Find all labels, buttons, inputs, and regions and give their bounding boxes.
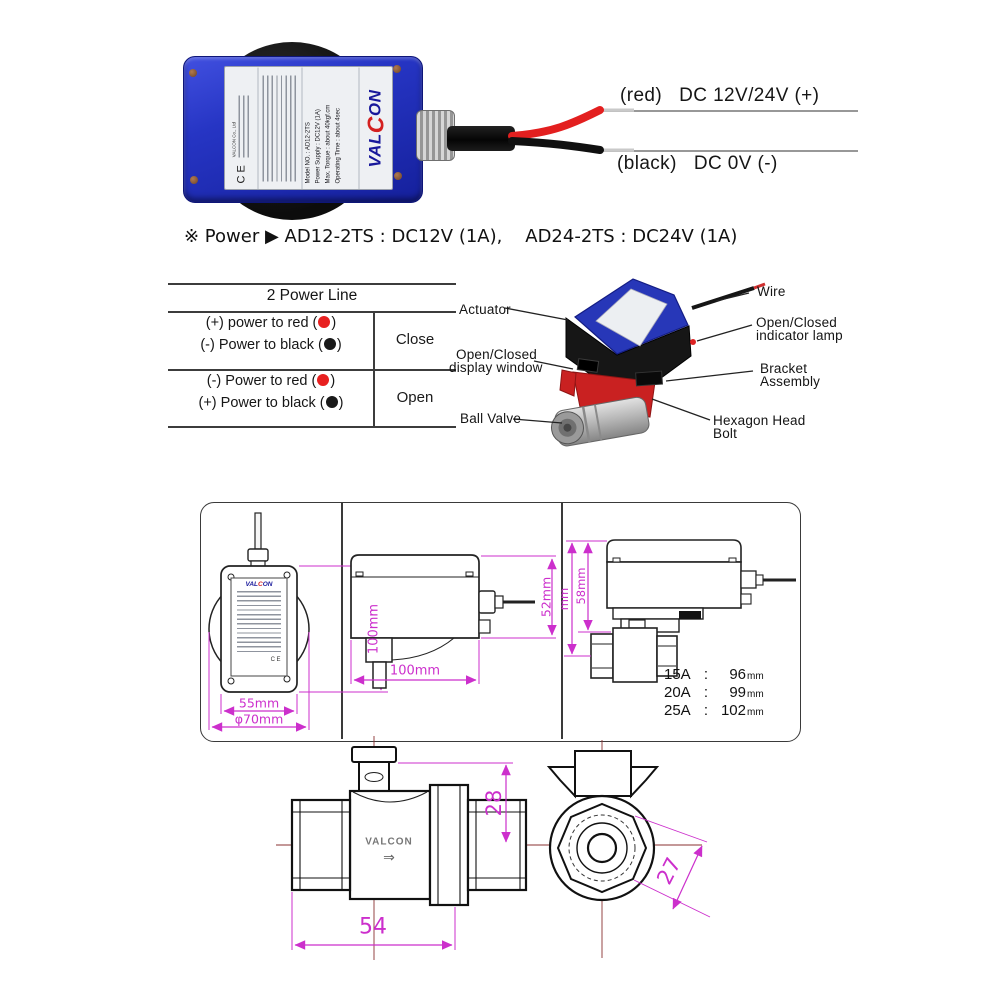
bracket-wing-art [560, 370, 576, 396]
red-wire-dot-icon [318, 316, 330, 328]
table-cell-close-line2: (-) Power to black ( ) [200, 337, 342, 353]
valcon-logo: VAL C ON [362, 89, 389, 168]
state-open: Open [396, 389, 434, 406]
callout-bracket-1: Bracket [760, 361, 808, 376]
black-wire-dot-icon [324, 338, 336, 350]
power-table-title: 2 Power Line [266, 287, 358, 304]
label-spec-torque: Max. Torque : about 40kgf.cm [325, 104, 332, 184]
dim-front-diameter: φ70mm [234, 711, 284, 727]
dim-valve-height-28: 28 [482, 789, 506, 817]
size-row-15a: 15A : 96 mm [664, 666, 764, 683]
power-note: ※ Power ▶ AD12-2TS : DC12V (1A), AD24-2TS : DC24V (1A) [184, 226, 738, 247]
valve-end-drawing [528, 740, 710, 958]
callout-bolt-1: Hexagon Head [713, 413, 806, 428]
dim-assembly-height: 58mm [574, 567, 588, 605]
table-cell-open-line1: (-) Power to red ( ) [206, 373, 336, 389]
black-wire [512, 141, 600, 150]
label-spec-power: Power Supply : DC12V (1A) [315, 109, 322, 184]
assembly-view-drawing [564, 540, 796, 682]
callout-ball-valve: Ball Valve [460, 411, 522, 426]
dim-valve-length-54: 54 [359, 914, 387, 940]
label-spec-model: Model NO. : AD12-2TS [305, 122, 312, 184]
mini-valcon-logo: VALCON [245, 581, 273, 588]
table-cell-open-line2: (+) Power to black ( ) [198, 395, 344, 411]
dim-front-height: 100mm [366, 603, 382, 655]
table-cell-close-line1: (+) power to red ( ) [205, 315, 337, 331]
dim-front-width: 55mm [238, 695, 280, 711]
size-row-25a: 25A : 102 mm [664, 702, 764, 719]
dim-valve-across-27: 27 [652, 853, 686, 889]
state-close: Close [395, 331, 435, 348]
red-wire [512, 110, 600, 136]
red-wire-dot-icon [317, 374, 329, 386]
label-company: VALCON Co., Ltd [231, 122, 236, 158]
hatch-art [679, 611, 701, 619]
dim-assembly-total: mm [557, 587, 571, 611]
callout-display-window-2: display window [449, 360, 543, 375]
black-wire-dot-icon [326, 396, 338, 408]
flow-direction-arrow-icon: ⇒ [383, 850, 395, 866]
size-row-20a: 20A : 99 mm [664, 684, 764, 701]
callout-actuator: Actuator [459, 302, 511, 317]
valve-engraved-brand: VALCON [365, 836, 413, 848]
wiring-art [512, 110, 858, 151]
black-wire-label: (black) DC 0V (-) [617, 153, 778, 174]
size-table [664, 666, 764, 720]
red-wire-label: (red) DC 12V/24V (+) [620, 85, 820, 106]
callout-wire: Wire [757, 284, 786, 299]
mini-label-text-lines [237, 591, 281, 653]
ce-mark: CE [235, 162, 247, 184]
ball-valve-art [549, 396, 651, 448]
latch-art [636, 371, 663, 386]
callout-indicator-2: indicator lamp [756, 328, 843, 343]
callout-bolt-2: Bolt [713, 426, 738, 441]
indicator-lamp-art [690, 339, 696, 345]
callout-indicator-1: Open/Closed [756, 315, 837, 330]
dim-side-height: 52mm [538, 576, 554, 618]
label-spec-time: Operating Time : about 4sec [335, 108, 342, 184]
mini-ce-mark: CE [270, 657, 282, 663]
dim-side-length: 100mm [389, 663, 441, 679]
mini-product-label [232, 579, 286, 675]
callout-bracket-2: Assembly [760, 374, 821, 389]
display-window-art [577, 359, 598, 373]
wire-art [692, 288, 754, 308]
side-view-drawing [351, 555, 556, 688]
callout-display-window-1: Open/Closed [456, 347, 537, 362]
